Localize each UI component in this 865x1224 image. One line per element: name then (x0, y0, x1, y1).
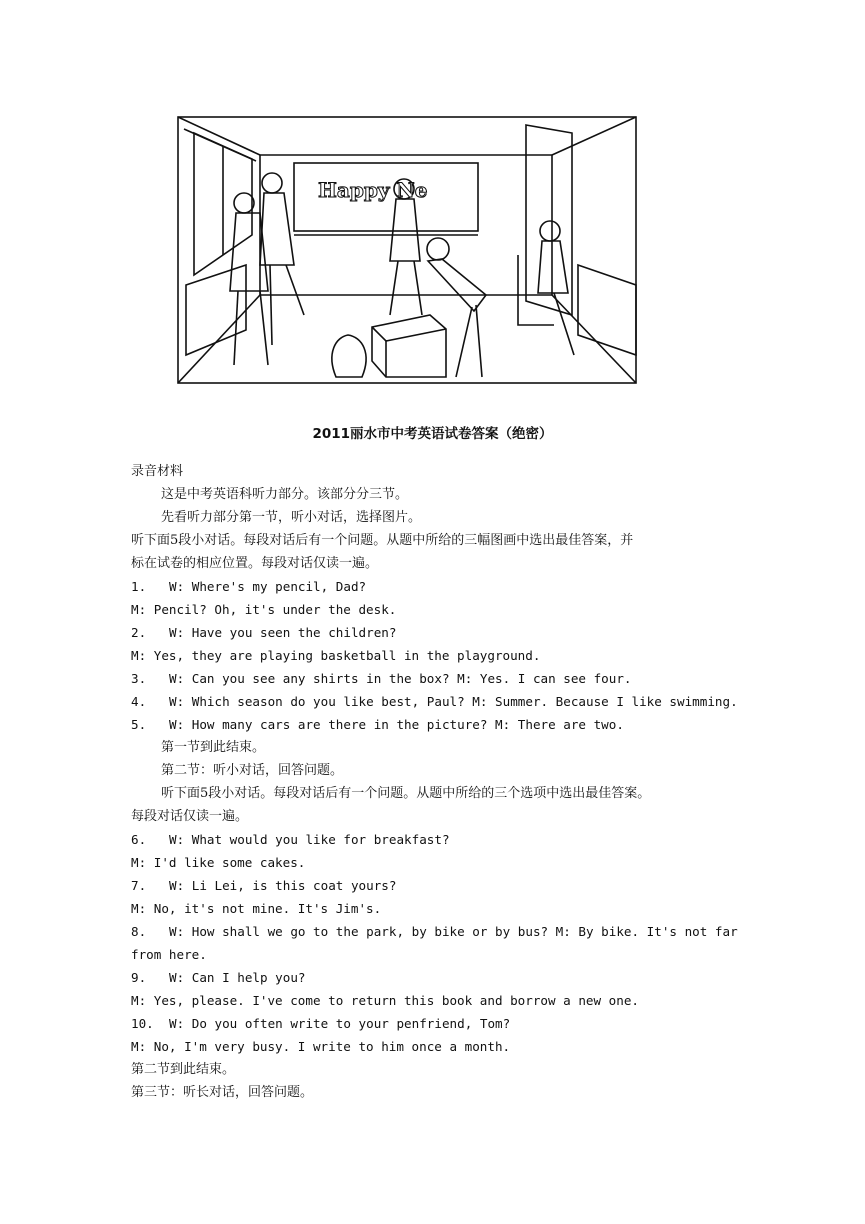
instruction-line: 每段对话仅读一遍。 (131, 809, 249, 824)
section-end: 第一节到此结束。 (161, 740, 266, 755)
instruction-line: 听下面5段小对话。每段对话后有一个问题。从题中所给的三个选项中选出最佳答案。 (161, 786, 651, 801)
dialogue-line: 5. W: How many cars are there in the picture? M: There are two. (131, 717, 624, 732)
dialogue-line: 6. W: What would you like for breakfast? (131, 832, 450, 847)
heading: 录音材料 (131, 464, 184, 479)
dialogue-line: 3. W: Can you see any shirts in the box? M: Yes. I can see four. (131, 671, 632, 686)
dialogue-line: 2. W: Have you seen the children? (131, 625, 397, 640)
banner-text: Happy Ne (318, 178, 428, 202)
classroom-illustration (176, 115, 638, 385)
dialogue-line: 10. W: Do you often write to your penfriend, Tom? (131, 1016, 511, 1031)
dialogue-line: 1. W: Where's my pencil, Dad? (131, 579, 367, 594)
intro-line: 先看听力部分第一节，听小对话，选择图片。 (161, 510, 422, 525)
section-title: 第二节：听小对话，回答问题。 (161, 763, 344, 778)
dialogue-line: M: Yes, they are playing basketball in the playground. (131, 648, 541, 663)
dialogue-line: M: Pencil? Oh, it's under the desk. (131, 602, 397, 617)
dialogue-line: M: Yes, please. I've come to return this book and borrow a new one. (131, 993, 639, 1008)
document-title: 2011丽水市中考英语试卷答案（绝密） (312, 426, 553, 442)
intro-line: 这是中考英语科听力部分。该部分分三节。 (161, 487, 409, 502)
dialogue-line: from here. (131, 947, 207, 962)
section-title: 第三节：听长对话，回答问题。 (131, 1085, 314, 1100)
dialogue-line: 8. W: How shall we go to the park, by bike or by bus? M: By bike. It's not far (131, 924, 738, 939)
dialogue-line: M: I'd like some cakes. (131, 855, 306, 870)
dialogue-line: M: No, it's not mine. It's Jim's. (131, 901, 382, 916)
dialogue-line: 4. W: Which season do you like best, Paul? M: Summer. Because I like swimming. (131, 694, 738, 709)
instruction-line: 标在试卷的相应位置。每段对话仅读一遍。 (131, 556, 379, 571)
section-end: 第二节到此结束。 (131, 1062, 236, 1077)
instruction-line: 听下面5段小对话。每段对话后有一个问题。从题中所给的三幅图画中选出最佳答案，并 (131, 533, 634, 548)
dialogue-line: 7. W: Li Lei, is this coat yours? (131, 878, 397, 893)
dialogue-line: M: No, I'm very busy. I write to him once a month. (131, 1039, 511, 1054)
dialogue-line: 9. W: Can I help you? (131, 970, 306, 985)
